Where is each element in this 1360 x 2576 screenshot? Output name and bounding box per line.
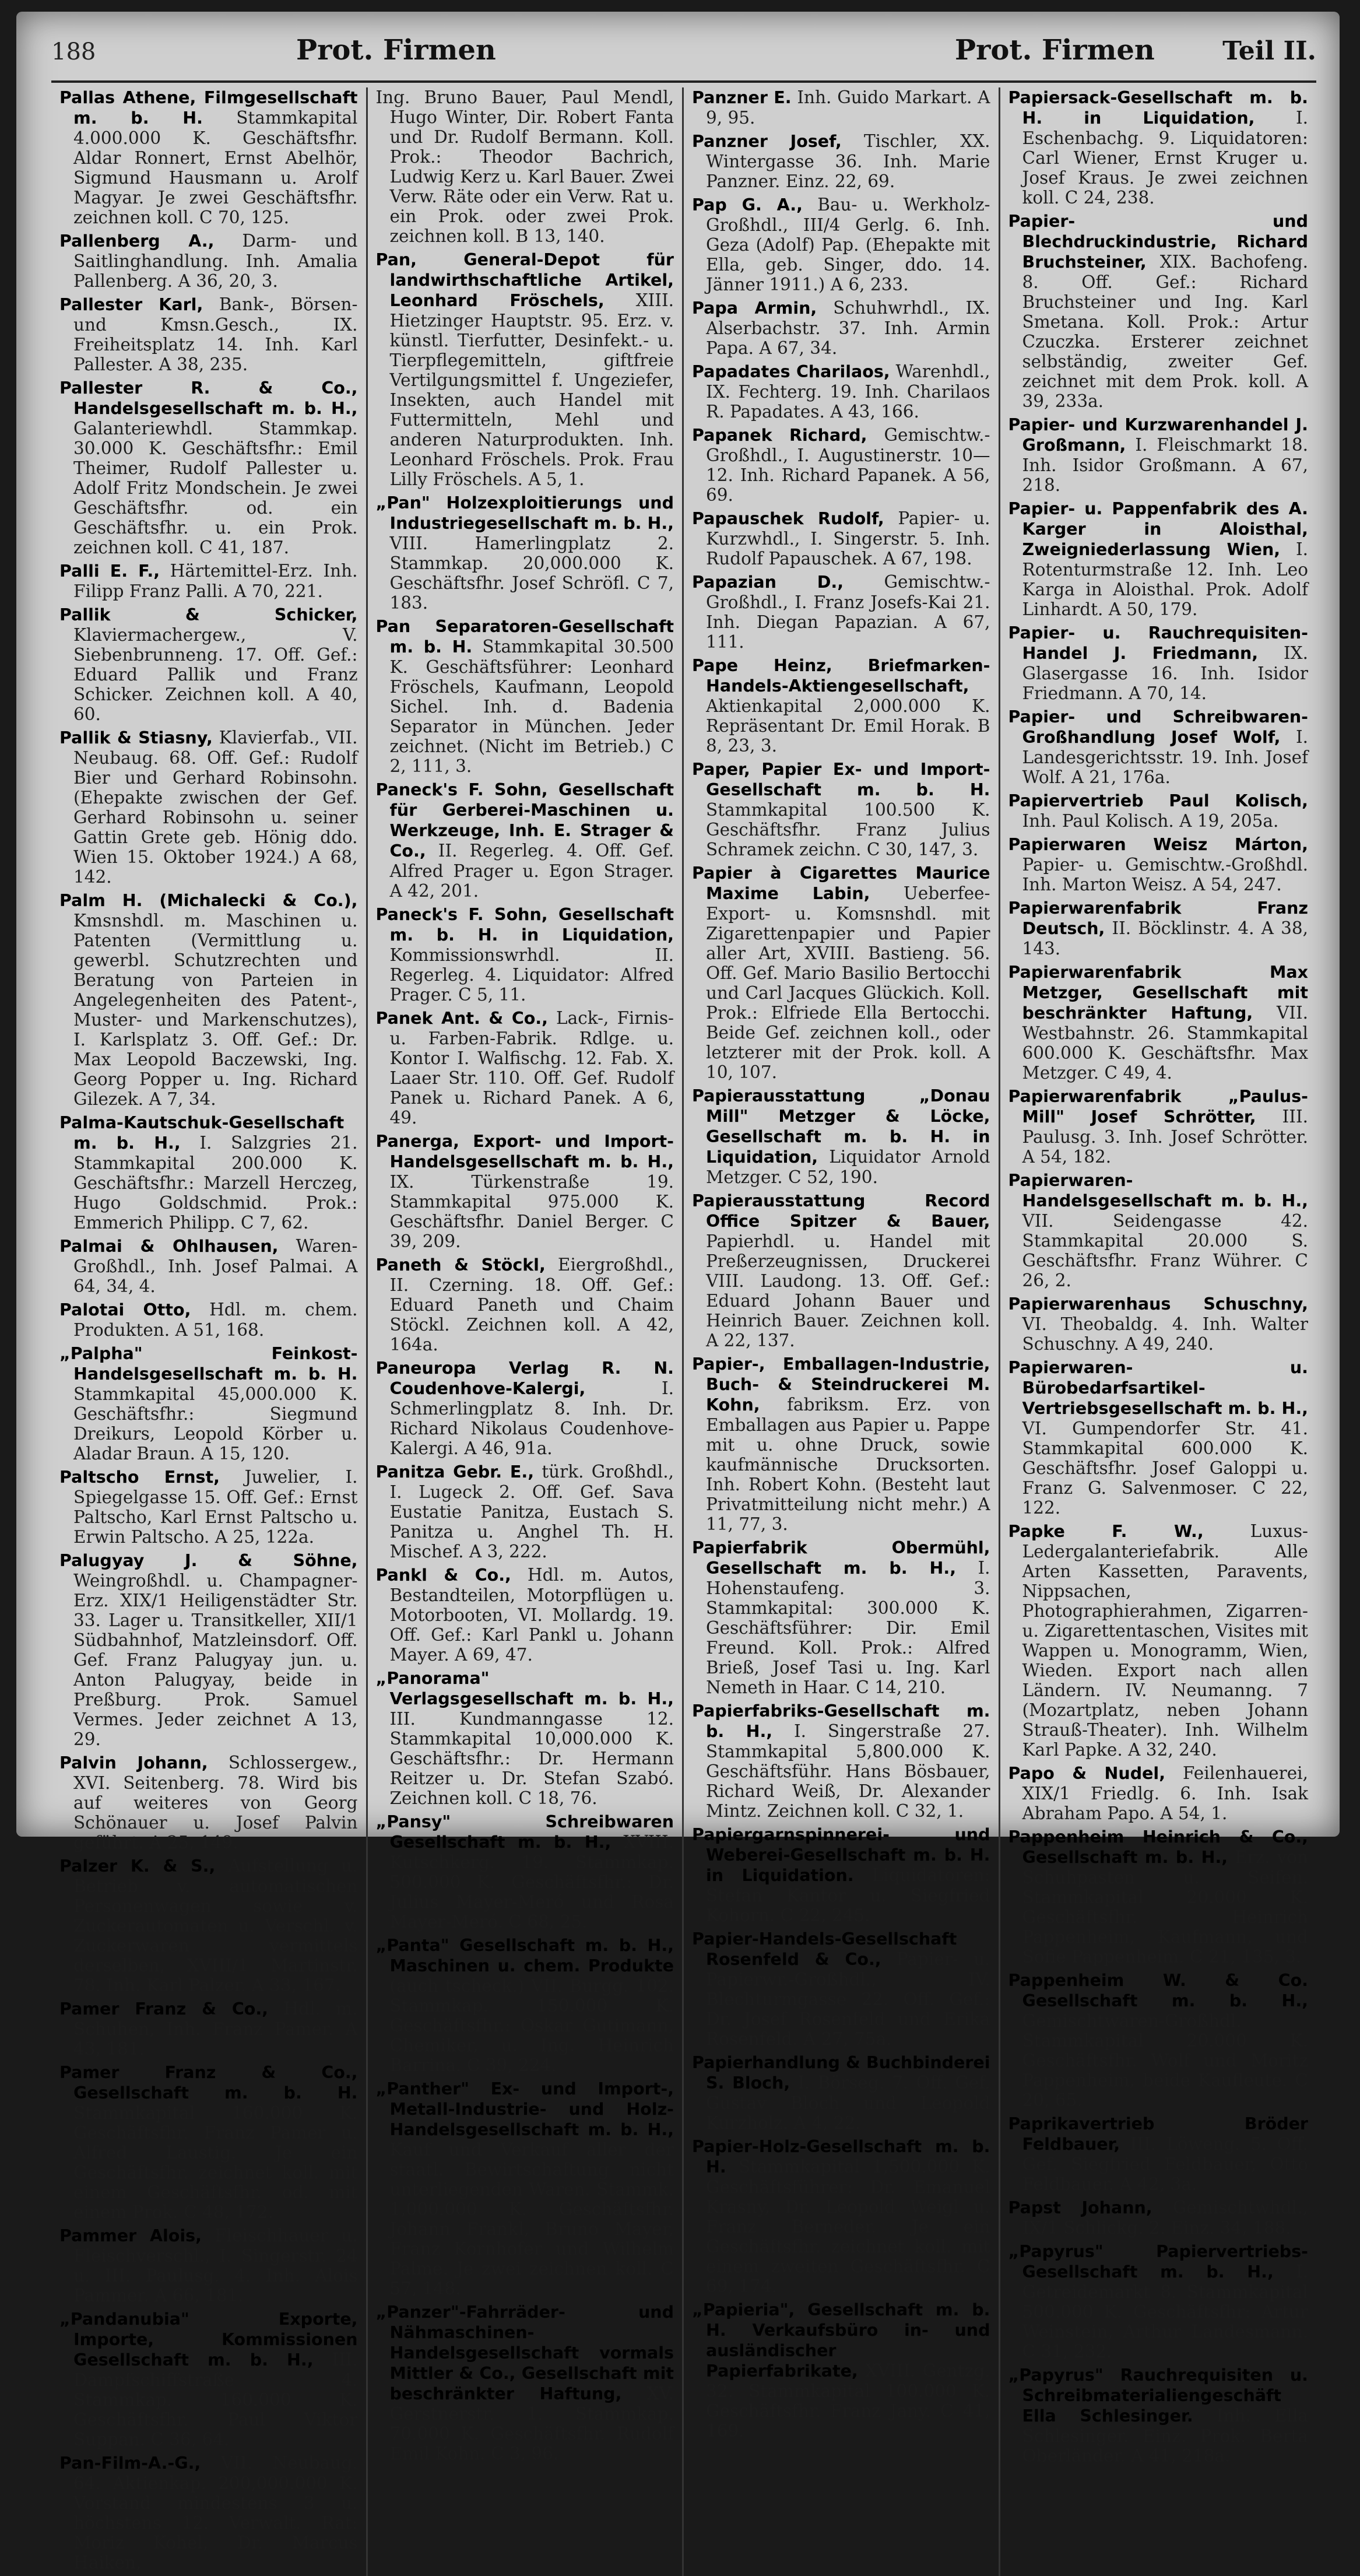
running-title-right: Prot. Firmen	[955, 34, 1155, 66]
firm-entry	[1008, 1170, 1309, 1290]
firm-entry	[692, 1538, 990, 1697]
firm-entry	[692, 2052, 990, 2133]
firm-name: Papier- und Kurzwarenhandel J. Großmann,	[1008, 415, 1308, 455]
firm-entry	[1008, 2365, 1309, 2466]
firm-details: I. Salzgries 21. Stammkapital 200.000 K. Geschäftsfhr.: Marzell Herczeg, Hugo Goldschmid. Prok.: Emmerich Philipp. C 7, 62.	[73, 1133, 358, 1233]
firm-entry	[59, 1753, 358, 1852]
firm-name: Paneck's F. Sohn, Gesellschaft für Gerberei-Maschinen u. Werkzeuge, Inh. E. Strager & Co.,	[375, 780, 674, 861]
firm-details: XVIII. Gentzg. 32. Stammkapital 100.000 K. Geschäftsfhr. Franz Jany. C 41, 169.	[706, 2361, 990, 2441]
firm-name: Pallenberg A.,	[59, 231, 215, 251]
firm-details: I. Getreidemarkt 8. Stammkapital 500.000 K. Geschäftsfhr: Artur Weinstein, Arthur Landesmann. C 31, 232.	[1022, 2262, 1308, 2361]
firm-entry	[1008, 499, 1309, 619]
firm-details: Stammkapital 30.500 K. Geschäftsführer: Leonhard Fröschels, Kaufmann, Leopold Sichel. Inh. d. Badenia Separator in München. Jeder zeichnet. (Nicht im Betrieb.) C 2, 111, 3.	[389, 637, 674, 776]
firm-entry	[376, 87, 674, 246]
firm-details: Härtemittel-Erz. Inh. Filipp Franz Palli. A 70, 221.	[73, 561, 358, 601]
firm-details: Hdl. m. chem. Produkten. A 51, 168.	[73, 1300, 358, 1340]
firm-details: Stammkapital 45,000.000 K. Geschäftsfhr.: Siegmund Dreikurs, Leopold Körber u. Aladar Braun. A 15, 120.	[73, 1384, 358, 1464]
firm-name: Pan, General-Depot für landwirthschaftliche Artikel, Leonhard Fröschels,	[375, 250, 674, 310]
firm-details: III. Löweng. 5. Off. Gef. Siegfried Feldbauer, Otto Feldbauer. A 42, 3a.	[1022, 2134, 1308, 2194]
firm-details: Schuhwrhdl., IX. Alserbachstr. 37. Inh. Armin Papa. A 67, 34.	[706, 298, 990, 358]
firm-entry	[692, 1086, 990, 1187]
firm-entry	[692, 1929, 990, 2049]
firm-entry	[376, 1462, 674, 1561]
directory-column-1	[51, 87, 368, 2576]
firm-entry	[59, 890, 358, 1109]
firm-name: Papiervertrieb Paul Kolisch,	[1008, 791, 1308, 810]
firm-name: Papiergarnspinnerei- und Weberei-Gesellschaft m. b. H. in Liquidation.	[692, 1825, 990, 1885]
firm-details: I. Eschenbachg. 9. Liquidatoren: Carl Wiener, Ernst Kruger u. Josef Kraus. Je zwei zeichnen koll. C 24, 238.	[1022, 108, 1308, 208]
firm-name: Panek Ant. & Co.,	[375, 1009, 548, 1028]
firm-entry	[1008, 415, 1309, 495]
firm-entry	[1008, 1086, 1309, 1167]
firm-entry	[692, 759, 990, 859]
firm-entry	[376, 1812, 674, 1932]
firm-entry	[692, 1824, 990, 1925]
firm-entry	[59, 561, 358, 601]
firm-details: Papier- u. Gemischtw.-Großhdl. Inh. Marton Weisz. A 54, 247.	[1022, 855, 1308, 894]
firm-entry	[692, 362, 990, 422]
firm-details: VI. Gumpendorfer Str. 41. Stammkapital 600.000 K. Geschäftsfhr. Josef Galoppi u. Franz G. Salvenmoser. C 22, 122.	[1022, 1419, 1308, 1518]
firm-name: Papst Johann,	[1008, 2198, 1152, 2217]
firm-entry	[1008, 211, 1309, 411]
firm-details: Liquidatoren: Stefan Kantor u. Siegfried Kohorn. C 22, 245.	[706, 1865, 990, 1925]
firm-details: Waren-Großhdl., Inh. Josef Palmai. A 64, 34, 4.	[73, 1236, 358, 1296]
firm-name: „Papyrus" Rauchrequisiten u. Schreibmaterialiengeschäft Ella Schlesinger.	[1008, 2366, 1308, 2426]
firm-entry	[59, 378, 358, 557]
firm-entry	[59, 2453, 358, 2573]
firm-details: II. Böcklinstr. 4. A 38, 143.	[1022, 918, 1308, 959]
firm-entry	[59, 2226, 358, 2305]
firm-name: „Panther" Ex- und Import-, Metall-Industrie- und Holz-Handelsgesellschaft m. b. H.,	[375, 2079, 674, 2139]
firm-details: Ueberfee-Export- u. Komsnshdl. mit Zigarettenpapier und Papier aller Art, XVIII. Bastieng. 56. Off. Gef. Mario Basilio Bertocchi und Carl Jacques Glückich. Koll. Prok.: Elfriede Ella Bertocchi. Beide Gef. zeichnen koll., oder letzterer mit der Prok. koll. A 10, 107.	[706, 883, 990, 1082]
firm-entry	[692, 863, 990, 1082]
firm-entry	[692, 1701, 990, 1821]
page-number: 188	[51, 38, 96, 65]
firm-entry	[59, 1343, 358, 1464]
firm-name: Pallik & Stiasny,	[59, 728, 213, 747]
firm-details: XV. Gerstnerstr. 1. Stammkap. 70.000 K. Geschäftsfhr. Rudolf Emil Kohn. C 3, 96.	[389, 2384, 674, 2463]
firm-details: Hdl. m. Schuhen, Inh. Franz Pamer. A 43, 181.	[73, 1999, 358, 2059]
firm-details: Stammkapital 4.000.000 K. Geschäftsfhr. Aldar Ronnert, Ernst Abelhör, Sigmund Hausmann u. Arolf Magyar. Je zwei Geschäftsfhr. zeichnen koll. C 70, 125.	[73, 108, 358, 227]
firm-name: Palzer K. & S.,	[59, 1856, 216, 1876]
firm-name: Papauschek Rudolf,	[692, 509, 884, 528]
firm-entry	[1008, 1294, 1309, 1354]
firm-name: Papierausstattung Record Office Spitzer & Bauer,	[692, 1191, 990, 1231]
firm-details: Bank-, Börsen- und Kmsn.Gesch., IX. Freiheitsplatz 14. Inh. Karl Pallester. A 38, 235.	[73, 294, 358, 374]
firm-details: Erz. von Schuhpasten u. Seifen. Stammkapital 20.000 K. Geschäftsfhr. Heinrich Pappenheim, Kaufmann, und Sofie Pappenheim. C 21, 135, 3.	[1022, 1847, 1308, 1967]
firm-name: Palm H. (Michalecki & Co.),	[59, 891, 358, 910]
firm-entry	[59, 2309, 358, 2449]
firm-details: Feilenhauerei, XIX/1 Friedlg. 6. Inh. Isak Abraham Papo. A 54, 1.	[1022, 1763, 1308, 1823]
firm-name: Papierwarenfabrik „Paulus-Mill" Josef Schrötter,	[1008, 1087, 1308, 1126]
firm-details: Kauf und Verkauf aller der staatl. Bewirtschaftung nicht unterliegenden Waren. Stammk. 1,000.000 K. Geschäftsfhr. Johann Frankl, Bruno Mayer, Franz Kornhofer und Wilhelm Palme. Je zwei zeichnen koll. C 57, 148.	[389, 2140, 674, 2298]
firm-name: Papanek Richard,	[692, 426, 867, 445]
firm-entry	[59, 294, 358, 374]
firm-details: Eiergroßhdl., II. Czerning. 18. Off. Gef.: Eduard Paneth und Chaim Stöckl. Zeichnen koll. A 42, 164a.	[389, 1255, 674, 1354]
firm-details: Galanteriewhdl. Stammkap. 30.000 K. Geschäftsfhr.: Emil Theimer, Rudolf Pallester u. Adolf Fritz Mondschein. Je zwei Geschäftsfhr. od. ein Geschäftsfhr. u. ein Prok. zeichnen koll. C 41, 187.	[73, 419, 358, 557]
firm-details: Luxus-Ledergalanteriefabrik. Alle Arten Kassetten, Paravents, Nippsachen, Photographierahmen, Zigarren- u. Zigarettentaschen, Visites mit Wappen u. Monogramm, Wien, Wieden. Export nach allen Ländern. IV. Neumanng. 7 (Mozartplatz, neben Johann Strauß-Theater). Inh. Wilhelm Karl Papke. A 32, 240.	[1022, 1521, 1308, 1760]
firm-details: Papierhdl. u. Handel mit Preßerzeugnissen, Druckerei VIII. Laudong. 13. Off. Gef.: Eduard Johann Bauer und Heinrich Bauer. Zeichnen koll. A 22, 137.	[706, 1231, 990, 1350]
running-title-left: Prot. Firmen	[296, 34, 496, 66]
firm-name: Pallas Athene, Filmgesellschaft m. b. H.	[59, 88, 358, 128]
firm-entry	[376, 1668, 674, 1808]
firm-entry	[692, 131, 990, 191]
part-label: Teil II.	[1222, 36, 1316, 66]
firm-name: Papier- u. Pappenfabrik des A. Karger in Aloisthal, Zweigniederlassung Wien,	[1008, 499, 1308, 559]
firm-details: Fleischhauer u. Fleischverschl., I. Singerstr. 24 u. III. Paulusg. 4. Inh. Alois Pammer. A 66, 181.	[73, 2226, 358, 2305]
firm-entry	[59, 1300, 358, 1340]
firm-entry	[1008, 623, 1309, 703]
firm-entry	[376, 1008, 674, 1128]
firm-name: Pan-Film-A.-G.,	[59, 2454, 201, 2473]
firm-name: Pammer Alois,	[59, 2226, 202, 2245]
firm-name: Pape Heinz, Briefmarken-Handels-Aktiengesellschaft,	[692, 656, 990, 696]
firm-name: Pappenheim Heinrich & Co., Gesellschaft m. b. H.,	[1008, 1827, 1308, 1867]
firm-name: Palvin Johann,	[59, 1753, 208, 1773]
firm-entry	[692, 2300, 990, 2441]
firm-details: VII. Westbahnstr. 26. Stammkapital 600.000 K. Geschäftsfhr. Max Metzger. C 49, 4.	[1022, 1003, 1308, 1083]
firm-details: Tischler, XX. Wintergasse 36. Inh. Marie Panzner. Einz. 22, 69.	[706, 131, 990, 191]
firm-name: Papier-Handels-Gesellschaft Rosenfeld & Co.,	[692, 1929, 957, 1969]
firm-entry	[376, 1358, 674, 1458]
firm-entry	[59, 728, 358, 887]
firm-name: Palli E. F.,	[59, 561, 160, 581]
firm-details: Liquidator Arnold Metzger. C 52, 190.	[706, 1147, 990, 1187]
firm-details: Warenhdl., IX. Fechterg. 19. Inh. Charilaos R. Papadates. A 43, 166.	[706, 362, 990, 422]
firm-entry	[692, 1191, 990, 1350]
firm-entry	[59, 1236, 358, 1296]
firm-name: Paper, Papier Ex- und Import-Gesellschaft m. b. H.	[692, 760, 990, 799]
firm-name: Pallik & Schicker,	[59, 605, 358, 624]
firm-name: Papierfabriks-Gesellschaft m. b. H.,	[692, 1701, 990, 1741]
firm-details: I. Rotenturmstraße 12. Inh. Leo Karga in Aloisthal. Prok. Adolf Linhardt. A 50, 179.	[1022, 539, 1308, 619]
firm-name: Paneck's F. Sohn, Gesellschaft m. b. H. in Liquidation,	[375, 905, 674, 945]
firm-details: Schlossergew., XVI. Seitenberg. 78. Wird bis auf weiteres von Georg Schönauer u. Josef Palvin geführt. A 25, 149.	[73, 1753, 358, 1852]
firm-name: „Panta" Gesellschaft m. b. H., Maschinen u. chem. Produkte	[375, 1936, 674, 1975]
firm-entry	[692, 2136, 990, 2296]
firm-details: fabriksm. Erz. von Emballagen aus Papier u. Pappe mit u. ohne Druck, sowie kaufmännische Drucksorten. Inh. Robert Kohn. (Besteht laut Privatmitteilung nicht mehr.) A 11, 77, 3.	[706, 1395, 990, 1534]
firm-details: VII. Neubaug. 64. Aktienkap. 200,000.000 K. Vorstand mindestens 3 u. höchstens 12. Verwalt. Rat: Moriz Kohel, Dr. Marcus Haiken,	[73, 2453, 358, 2573]
firm-details: XIII. Hietzinger Hauptstr. 95. Erz. v. künstl. Tierfutter, Desinfekt.- u. Tierpflegemitteln, giftfreie Vertilgungsmittel f. Ungeziefer, Insekten, auch Handel mit Futtermitteln, Mehl und anderen Naturprodukten. Inh. Leonhard Fröschels. Prok. Frau Lilly Fröschels. A 5, 1.	[389, 290, 674, 489]
firm-details: XVIII. Kutschkerg. 19. Stammkap. 500.000 K. Geschäftsfhr.: Dr. Julius Mayer-Meró und Rosa Mayer-Meró. C 68, 25.	[389, 1832, 674, 1932]
firm-details: Gemischtwhdl., IX/1 Schlickg. 2. Einz. 34, 188.	[1022, 2198, 1308, 2238]
firm-details: I. Singerstraße 27. Stammkapital 5,800.000 K. Geschäftsführ. Hans Bösbauer, Richard Weiß, Dr. Alexander Mintz. Zeichnen koll. C 32, 1.	[706, 1721, 990, 1821]
firm-entry	[692, 298, 990, 358]
firm-details: XIX. Bachofeng. 8. Off. Gef.: Richard Bruchsteiner und Ing. Karl Smetana. Koll. Prok.: Artur Czuczka. Ersterer zeichnet selbständig, zweiter Gef. zeichnet mit dem Prok. koll. A 39, 233a.	[1022, 252, 1308, 411]
firm-entry	[59, 1467, 358, 1547]
firm-entry	[692, 87, 990, 128]
firm-name: „Palpha" Feinkost-Handelsgesellschaft m. b. H.	[59, 1344, 358, 1384]
firm-entry	[376, 1255, 674, 1354]
firm-details: III. Dampfschiffstraße 4. Stammkap. 160.000 K. Geschäftsfhr. Paul Viktor Suppan. C 36, 64.	[73, 2350, 358, 2449]
firm-entry	[59, 231, 358, 291]
firm-details: Juwelier, I. Spiegelgasse 15. Off. Gef.: Ernst Paltscho, Karl Ernst Paltscho u. Erwin Paltscho. A 25, 122a.	[73, 1467, 358, 1547]
firm-entry	[59, 1856, 358, 1995]
firm-details: I. Landesgerichtsstr. 19. Inh. Josef Wolf. A 21, 176a.	[1022, 727, 1308, 787]
firm-details: I. Schmerlingplatz 8. Inh. Dr. Richard Nikolaus Coudenhove-Kalergi. A 46, 91a.	[389, 1378, 674, 1458]
firm-name: „Panzer"-Fahrräder- und Nähmaschinen-Handelsgesellschaft vormals Mittler & Co., Gesellschaft mit beschränkter Haftung,	[375, 2303, 674, 2403]
firm-name: Papier-Holz-Gesellschaft m. b. H.	[692, 2137, 990, 2177]
firm-entry	[59, 1112, 358, 1233]
firm-entry	[692, 195, 990, 294]
firm-details: Stammkapital 160.000 K. Geschäftsfhr. Franz Pamer u. Alfred Laustig. Je ein Geschäftsfhr. zeichnet koll. mit einem Geschäftsfhr. od. mit einem Prok. C 48, 172.	[73, 2103, 358, 2222]
firm-name: Paltscho Ernst,	[59, 1468, 220, 1487]
firm-name: „Panorama" Verlagsgesellschaft m. b. H.,	[375, 1669, 674, 1708]
directory-column-4	[1000, 87, 1317, 2576]
firm-entry	[1008, 2114, 1309, 2194]
firm-details: Aufstellung u. Betrieb v. automatischen Personenwagen sowie v. Zuckerautomaten u. Verschl. v. Zuckerwaren vermittels derselben, XVIII/1 Martinstr. 78. Inh. Karl Palzer. A 33, 167.	[73, 1856, 358, 1995]
firm-entry	[1008, 1763, 1309, 1823]
firm-details: Hdl. m. Autos, Bestandteilen, Motorpflügen u. Motorbooten, VI. Mollardg. 19. Off. Gef.: Karl Pankl u. Johann Mayer. A 69, 47.	[389, 1565, 674, 1665]
firm-details: IX. Türkenstraße 19. Stammkapital 975.000 K. Geschäftsfhr. Daniel Berger. C 39, 209.	[389, 1172, 674, 1251]
firm-entry	[1008, 962, 1309, 1083]
firm-details: Kommissionswrhdl. II. Regerleg. 4. Liquidator: Alfred Prager. C 5, 11.	[389, 945, 674, 1005]
firm-name: Papier- und Schreibwaren-Großhandlung Josef Wolf,	[1008, 707, 1308, 747]
firm-entry	[1008, 791, 1309, 831]
firm-details: III. Kundmanngasse 12. Stammkapital 10,000.000 K. Geschäftsfhr.: Dr. Hermann Reitzer u. Dr. Stefan Szabó. Zeichnen koll. C 18, 76.	[389, 1709, 674, 1808]
firm-entry	[376, 616, 674, 776]
firm-entry	[1008, 1827, 1309, 1967]
firm-entry	[692, 655, 990, 756]
firm-entry	[692, 425, 990, 505]
firm-name: Pamer Franz & Co., Gesellschaft m. b. H.	[59, 2063, 358, 2103]
firm-name: Papiersack-Gesellschaft m. b. H. in Liquidation,	[1008, 88, 1308, 128]
scanned-page	[16, 12, 1340, 2573]
firm-entry	[59, 1999, 358, 2059]
firm-entry	[1008, 834, 1309, 894]
firm-details: Gemischtwaren-Großhdl. Stammkapital 20.000 K. Geschäftsfhr. Wolf und Moritz Pappenheim, beide Kaufleute. C 20, 65.	[1022, 2011, 1308, 2110]
firm-entry	[1008, 1357, 1309, 1518]
firm-name: Papier à Cigarettes Maurice Maxime Labin,	[692, 864, 990, 903]
firm-details: VIII. Hamerlingplatz 2. Stammkap. 20,000.000 K. Geschäftsfhr. Josef Schröfl. C 7, 183.	[389, 534, 674, 613]
firm-details: Stammkapital 100.500 K. Geschäftsfhr. Franz Julius Schramek zeichn. C 30, 147, 3.	[706, 800, 990, 859]
firm-entry	[692, 1354, 990, 1534]
firm-details: Papier- u. Kurzwhdl., I. Singerstr. 5. Inh. Rudolf Papauschek. A 67, 198.	[706, 508, 990, 568]
firm-details: Bau- u. Werkholz-Großhdl., III/4 Gerlg. 6. Inh. Geza (Adolf) Pap. (Ehepakte mit Ella, geb. Singer, ddo. 14. Jänner 1911.) A 6, 233.	[706, 195, 990, 294]
firm-name: Pan Separatoren-Gesellschaft m. b. H.	[375, 617, 674, 657]
firm-entry	[376, 250, 674, 489]
firm-name: Palmai & Ohlhausen,	[59, 1237, 279, 1256]
firm-entry	[59, 2062, 358, 2222]
firm-entry	[376, 1565, 674, 1665]
firm-details: Ing. Bruno Bauer, Paul Mendl, Hugo Winter, Dir. Robert Fanta und Dr. Rudolf Bermann. Koll. Prok.: Theodor Bachrich, Ludwig Kerz u. Karl Bauer. Zwei Verw. Räte oder ein Verw. Rat u. ein Prok. oder zwei Prok. zeichnen koll. B 13, 140.	[375, 87, 674, 246]
firm-name: Papierwarenfabrik Franz Deutsch,	[1008, 899, 1308, 938]
firm-name: Panitza Gebr. E.,	[375, 1462, 535, 1482]
firm-name: Papadates Charilaos,	[692, 362, 890, 381]
firm-name: Palma-Kautschuk-Gesellschaft m. b. H.,	[59, 1113, 345, 1153]
firm-details: III. Paulusg. 3. Inh. Josef Schrötter. A 54, 182.	[1022, 1107, 1308, 1167]
firm-name: Pallester Karl,	[59, 295, 203, 314]
firm-entry	[59, 605, 358, 724]
firm-details: VI. Theobaldg. 4. Inh. Walter Schuschny. A 49, 240.	[1022, 1314, 1308, 1354]
firm-entry	[376, 1131, 674, 1251]
firm-details: I. Fleischmarkt 18. Inh. Isidor Großmann. A 67, 218.	[1022, 435, 1308, 495]
firm-entry	[1008, 898, 1309, 959]
firm-details: II. Regerleg. 4. Off. Gef. Alfred Prager u. Egon Strager. A 42, 201.	[389, 841, 674, 901]
firm-name: Papierwaren Weisz Márton,	[1008, 835, 1308, 854]
firm-details: Gemischtw.-Großhdl., I. Augustinerstr. 10—12. Inh. Richard Papanek. A 56, 69.	[706, 425, 990, 505]
firm-entry	[376, 1935, 674, 2075]
firm-name: Pappenheim W. & Co. Gesellschaft m. b. H.,	[1008, 1971, 1308, 2010]
firm-entry	[692, 572, 990, 652]
firm-details: türk. Großhdl., I. Lugeck 2. Off. Gef. Sava Eustatie Panitza, Eustach S. Panitza u. Anghel Th. H. Mischef. A 3, 222.	[389, 1462, 674, 1561]
firm-entry	[1008, 2198, 1309, 2238]
firm-name: Papierwarenfabrik Max Metzger, Gesellschaft mit beschränkter Haftung,	[1008, 963, 1308, 1023]
firm-details: Weingroßhdl. u. Champagner-Erz. XIX/1 Heiligenstädter Str. 33. Lager u. Transitkeller, XII/1 Südbahnhof, Matzleinsdorf. Off. Gef. Franz Palugyay jun. u. Anton Palugyay, beide in Preßburg. Prok. Samuel Vermes. Jeder zeichnet A 13, 29.	[73, 1571, 358, 1749]
firm-details: Inh. Guido Markart. A 9, 95.	[706, 87, 990, 128]
firm-details: Inh. Ella Schlesinger. Einz. Prok. Berta Oberländer. A 41, 218a.	[1022, 2406, 1308, 2466]
firm-name: Paneth & Stöckl,	[375, 1255, 546, 1275]
firm-name: Papo & Nudel,	[1008, 1764, 1166, 1783]
firm-entry	[1008, 1970, 1309, 2110]
firm-name: Papierwarenhaus Schuschny,	[1008, 1294, 1308, 1314]
firm-entry	[1008, 87, 1309, 208]
firm-details: Papier- u. Papierwr.-Großhdl., IV. Blechturmgasse 22. Off. Gef.: Dr. Josef Rosenfeld und Erika Rosenfeld. A 27, 75a.	[706, 1949, 990, 2049]
firm-details: Kmsnshdl. m. Maschinen u. Patenten (Vermittlung u. gewerbl. Schutzrechten und Beratung von Parteien in Angelegenheiten des Patent-, Muster- und Markenschutzes), I. Karlsplatz 3. Off. Gef.: Dr. Max Leopold Baczewski, Ing. Georg Popper u. Ing. Richard Gilezek. A 7, 34.	[73, 911, 358, 1109]
firm-details: Klaviermachergew., V. Siebenbrunneng. 17. Off. Gef.: Eduard Pallik und Franz Schicker. Zeichnen koll. A 40, 60.	[73, 625, 358, 724]
directory-column-3	[684, 87, 1000, 2576]
page-header	[51, 34, 1316, 83]
firm-name: Panzner Josef,	[692, 132, 842, 151]
firm-entry	[376, 904, 674, 1005]
firm-details: Klavierfab., VII. Neubaug. 68. Off. Gef.: Rudolf Bier und Gerhard Robinsohn. (Ehepakte zwischen der Gef. Gerhard Robinsohn u. seiner Gattin Grete geb. Hönig ddo. Wien 15. Oktober 1924.) A 68, 142.	[73, 728, 358, 887]
firm-name: Papierhandlung & Buchbinderei S. Bloch,	[692, 2053, 990, 2093]
firm-name: Pankl & Co.,	[375, 1566, 511, 1585]
firm-details: Aktienkapital 2,000.000 K. Repräsentant Dr. Emil Horak. B 8, 23, 3.	[706, 696, 990, 756]
firm-details: Inh. Paul Kolisch. A 19, 205a.	[1022, 811, 1279, 831]
firm-name: Papierwaren- u. Bürobedarfsartikel-Vertriebsgesellschaft m. b. H.,	[1008, 1358, 1308, 1418]
firm-name: Papke F. W.,	[1008, 1522, 1204, 1541]
firm-name: „Pansy" Schreibwaren Gesellschaft m. b. H.,	[375, 1812, 674, 1852]
firm-name: Papierausstattung „Donau Mill" Metzger & Löcke, Gesellschaft m. b. H. in Liquidation,	[692, 1086, 990, 1167]
firm-details: Stammkapital 1,500.000 K. Geschäftsführer: Dr. Emanuel Krasny, Dr. Leopold Weigl u. Franz Berneder. Je ein Geschäftsfhr. zeichnet koll. mit einem zweiten Geschäftsfhr. C 69, 174.	[706, 2157, 990, 2296]
firm-name: Papazian D.,	[692, 573, 844, 592]
firm-name: Panzner E.	[692, 88, 792, 107]
firm-name: Papier- und Blechdruckindustrie, Richard Bruchsteiner,	[1008, 212, 1308, 272]
directory-column-2	[368, 87, 684, 2576]
firm-entry	[1008, 707, 1309, 787]
firm-details: I. Börseg. 7. Off. Gef. Gustav Bloch und Leopold Kurzholz. A 4, 22.	[706, 2073, 990, 2133]
firm-details: I. Hohenstaufeng. 3. Stammkapital: 300.000 K. Geschäftsführer: Dir. Emil Freund. Koll. Prok.: Alfred Brieß, Josef Tasi u. Ing. Karl Nemeth in Haar. C 14, 210.	[706, 1558, 990, 1697]
firm-name: Paneuropa Verlag R. N. Coudenhove-Kalergi,	[375, 1359, 674, 1398]
firm-name: „Papieria", Gesellschaft m. b. H. Verkaufsbüro in- und ausländischer Papierfabrikate,	[692, 2300, 990, 2381]
firm-details: Darm- und Saitlinghandlung. Inh. Amalia Pallenberg. A 36, 20, 3.	[73, 231, 358, 291]
directory-columns	[51, 87, 1316, 2573]
firm-name: Panerga, Export- und Import-Handelsgesellschaft m. b. H.,	[375, 1132, 674, 1171]
firm-entry	[692, 508, 990, 568]
firm-name: „Papyrus" Papiervertriebs-Gesellschaft m. b. H.,	[1008, 2242, 1308, 2282]
firm-name: Pamer Franz & Co.,	[59, 1999, 268, 2019]
firm-entry	[59, 87, 358, 227]
firm-name: Paprikavertrieb Bröder Feldbauer,	[1008, 2114, 1308, 2154]
firm-entry	[376, 493, 674, 613]
firm-entry	[1008, 2241, 1309, 2361]
firm-details: VII. Seidengasse 42. Stammkapital 20.000 S. Geschäftsfhr. Franz Wührer. C 26, 2.	[1022, 1211, 1308, 1290]
firm-name: „Pan" Holzexploitierungs und Industriegesellschaft m. b. H.,	[375, 493, 674, 533]
firm-entry	[59, 1550, 358, 1749]
firm-name: Papier- u. Rauchrequisiten-Handel J. Friedmann,	[1008, 623, 1308, 663]
firm-details: Lack-, Firnis- u. Farben-Fabrik. Rdlge. u. Kontor I. Walfischg. 12. Fab. X. Laaer Str. 110. Off. Gef. Rudolf Panek u. Richard Panek. A 6, 49.	[389, 1008, 674, 1128]
firm-entry	[1008, 1521, 1309, 1760]
firm-entry	[376, 780, 674, 901]
firm-entry	[376, 2302, 674, 2463]
firm-name: Papa Armin,	[692, 299, 817, 318]
firm-details: (auch tscheck.) VII. Burgg. 102. Stammkap. 150.000 K. Geschäftsfhr.: Oskar Gutimann, Chemiker, u. Ing. Heinrich Barrina. C 39, 224.	[389, 1976, 674, 2075]
firm-name: Pallester R. & Co., Handelsgesellschaft m. b. H.,	[59, 378, 358, 418]
firm-name: „Pandanubia" Exporte, Importe, Kommissionen Gesellschaft m. b. H.,	[59, 2310, 358, 2370]
firm-entry	[376, 2079, 674, 2298]
firm-name: Palugyay J. & Söhne,	[59, 1551, 358, 1570]
firm-name: Palotai Otto,	[59, 1300, 191, 1319]
firm-name: Papierfabrik Obermühl, Gesellschaft m. b. H.,	[692, 1538, 990, 1578]
firm-name: Pap G. A.,	[692, 195, 803, 215]
firm-name: Papierwaren-Handelsgesellschaft m. b. H.,	[1008, 1171, 1308, 1210]
firm-details: Gemischtw.-Großhdl., I. Franz Josefs-Kai 21. Inh. Diegan Papazian. A 67, 111.	[706, 572, 990, 652]
firm-details: IX. Glasergasse 16. Inh. Isidor Friedmann. A 70, 14.	[1022, 643, 1308, 703]
firm-name: Papier-, Emballagen-Industrie, Buch- & Steindruckerei M. Kohn,	[692, 1354, 990, 1415]
